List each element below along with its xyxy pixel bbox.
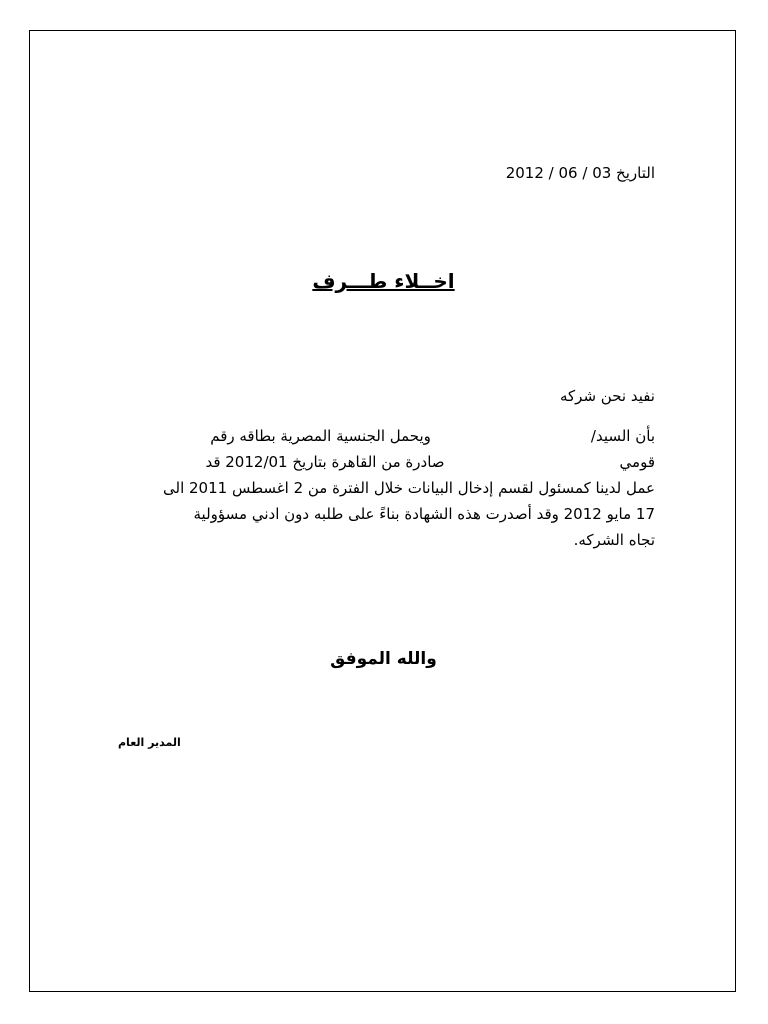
body-line-2 (135, 423, 655, 449)
closing-text: والله الموفق (330, 649, 437, 669)
body-line-1: نفيد نحن شركه (559, 387, 655, 405)
body-line-3-b: صادرة من القاهرة بتاريخ 2012/01 قد (205, 453, 445, 471)
body-text (135, 383, 655, 553)
document-page (29, 30, 736, 992)
body-line-5: 17 مايو 2012 وقد أصدرت هذه الشهادة بناءً على طلبه دون ادني مسؤولية (193, 505, 655, 523)
body-line-2-a: بأن السيد/ (590, 427, 655, 445)
signature-title: المدير العام (118, 736, 181, 749)
document-title: اخــلاء طـــرف (312, 269, 455, 293)
body-line-2-b: ويحمل الجنسية المصرية بطاقه رقم (210, 427, 431, 445)
body-line-6: تجاه الشركه. (573, 531, 655, 549)
body-line-3-a: قومي (619, 453, 655, 471)
body-line-4: عمل لدينا كمسئول لقسم إدخال البيانات خلال الفترة من 2 اغسطس 2011 الى (163, 479, 655, 497)
body-line-3 (135, 449, 655, 475)
date-line: التاريخ 03 / 06 / 2012 (505, 164, 655, 182)
